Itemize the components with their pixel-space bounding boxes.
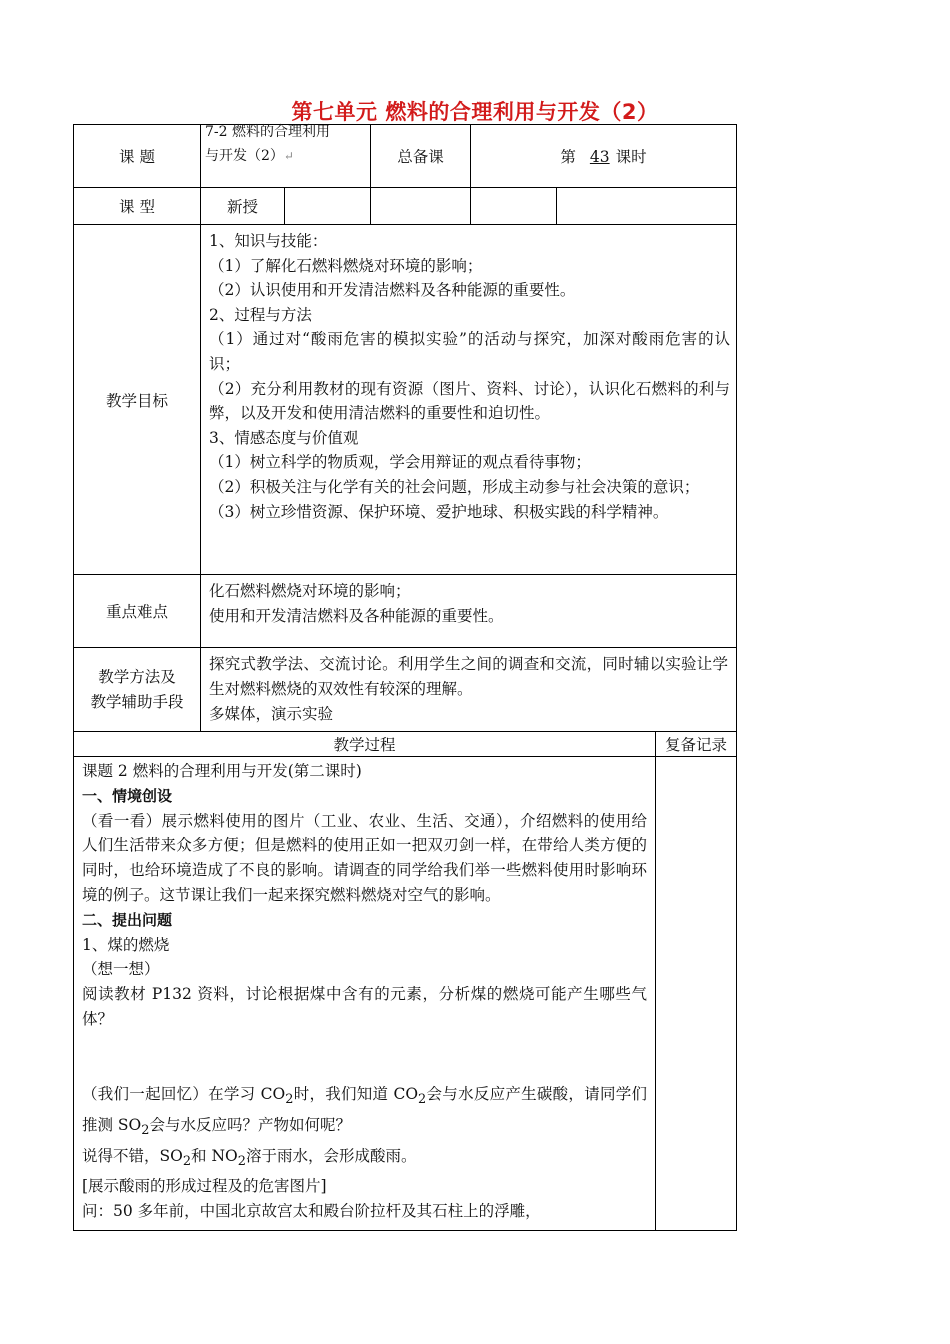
subscript: 2 <box>418 1091 427 1107</box>
empty-cell <box>471 188 557 225</box>
subscript: 2 <box>237 1153 246 1169</box>
topic-value-line1: 7-2 燃料的合理利用 <box>205 124 330 140</box>
process-header: 教学过程 <box>74 732 656 757</box>
record-column <box>656 757 737 1231</box>
text-fragment: 溶于雨水，会形成酸雨。 <box>245 1146 417 1165</box>
recall-text <box>82 1082 647 1144</box>
methods-label-line2: 教学辅助手段 <box>90 692 184 711</box>
methods-label <box>74 648 201 732</box>
text-fragment: （我们一起回忆）在学习 CO <box>82 1084 286 1103</box>
acid-rain-text <box>82 1144 647 1175</box>
objectives-content <box>201 225 737 575</box>
period-number: 43 <box>589 148 610 166</box>
topic-label: 课 题 <box>74 125 201 188</box>
show-images-note: [展示酸雨的形成过程及的危害图片] <box>82 1177 327 1196</box>
section-heading: 二、提出问题 <box>82 910 173 929</box>
prep-label: 总备课 <box>371 125 471 188</box>
topic-value-line2: 与开发（2） <box>205 148 284 164</box>
empty-cell <box>371 188 471 225</box>
lesson-title: 课题 2 燃料的合理利用与开发(第二课时) <box>82 762 362 780</box>
text-fragment: 和 NO <box>191 1146 238 1165</box>
think-prompt: （想一想） <box>82 960 160 979</box>
subscript: 2 <box>182 1153 192 1169</box>
objective-line: （3）树立珍惜资源、保护环境、爱护地球、积极实践的科学精神。 <box>209 502 669 521</box>
objective-line: 1、知识与技能： <box>209 232 328 250</box>
period-prefix: 第 <box>560 148 576 166</box>
item-heading: 1、煤的燃烧 <box>82 935 170 954</box>
subscript: 2 <box>285 1091 294 1107</box>
blank-space <box>82 1032 647 1082</box>
period-suffix: 课时 <box>615 148 647 166</box>
methods-label-line1: 教学方法及 <box>98 667 176 686</box>
objective-line: （2）认识使用和开发清洁燃料及各种能源的重要性。 <box>209 281 576 300</box>
key-point-line: 化石燃料燃烧对环境的影响； <box>209 582 411 600</box>
key-points-label: 重点难点 <box>74 575 201 648</box>
methods-content <box>201 648 737 732</box>
question-text: 问：50 多年前，中国北京故宫太和殿台阶拉杆及其石柱上的浮雕， <box>82 1202 541 1221</box>
empty-cell <box>285 188 371 225</box>
reading-task: 阅读教材 P132 资料，讨论根据煤中含有的元素，分析煤的燃烧可能产生哪些气体？ <box>82 985 647 1028</box>
objective-line: （2）积极关注与化学有关的社会问题，形成主动参与社会决策的意识； <box>209 477 700 496</box>
text-fragment: 会与水反应产生碳酸，请同学们推测 SO <box>82 1084 647 1134</box>
process-content <box>74 757 656 1231</box>
record-header: 复备记录 <box>656 732 737 757</box>
section-heading: 一、情境创设 <box>82 786 173 805</box>
objective-line: （1）了解化石燃料燃烧对环境的影响； <box>209 256 483 275</box>
period-cell <box>471 125 737 188</box>
objectives-label: 教学目标 <box>74 225 201 575</box>
type-label: 课 型 <box>74 188 201 225</box>
type-value: 新授 <box>201 188 285 225</box>
topic-value <box>201 125 371 188</box>
document-title: 第七单元 燃料的合理利用与开发（2） <box>291 100 659 124</box>
methods-line: 探究式教学法、交流讨论。利用学生之间的调查和交流，同时辅以实验让学生对燃料燃烧的双效性有较深的理解。 <box>209 655 729 698</box>
text-fragment: 说得不错，SO <box>82 1146 183 1165</box>
text-fragment: 时，我们知道 CO <box>293 1084 419 1103</box>
objective-line: （1）通过对“酸雨危害的模拟实验”的活动与探究，加深对酸雨危害的认识； <box>209 330 731 373</box>
key-points-content <box>201 575 737 648</box>
return-mark-icon: ↵ <box>283 149 294 163</box>
methods-line: 多媒体，演示实验 <box>209 705 334 723</box>
lesson-plan-table <box>73 124 737 1231</box>
objective-line: （2）充分利用教材的现有资源（图片、资料、讨论），认识化石燃料的利与弊，以及开发和使用清洁燃料的重要性和迫切性。 <box>209 379 731 423</box>
objective-line: 2、过程与方法 <box>209 305 312 324</box>
key-point-line: 使用和开发清洁燃料及各种能源的重要性。 <box>209 607 504 625</box>
empty-cell <box>557 188 737 225</box>
subscript: 2 <box>141 1122 150 1138</box>
objective-line: （1）树立科学的物质观，学会用辩证的观点看待事物； <box>209 453 591 472</box>
objective-line: 3、情感态度与价值观 <box>209 428 359 447</box>
section-text: （看一看）展示燃料使用的图片（工业、农业、生活、交通），介绍燃料的使用给人们生活带来众多方便；但是燃料的使用正如一把双刃剑一样，在带给人类方便的同时，也给环境造成了不良的影响。请调查的同学给我们举一些燃料使用时影响环境的例子。这节课让我们一起来探究燃料燃烧对空气的影响。 <box>82 811 647 904</box>
text-fragment: 会与水反应吗？产物如何呢？ <box>149 1115 351 1134</box>
